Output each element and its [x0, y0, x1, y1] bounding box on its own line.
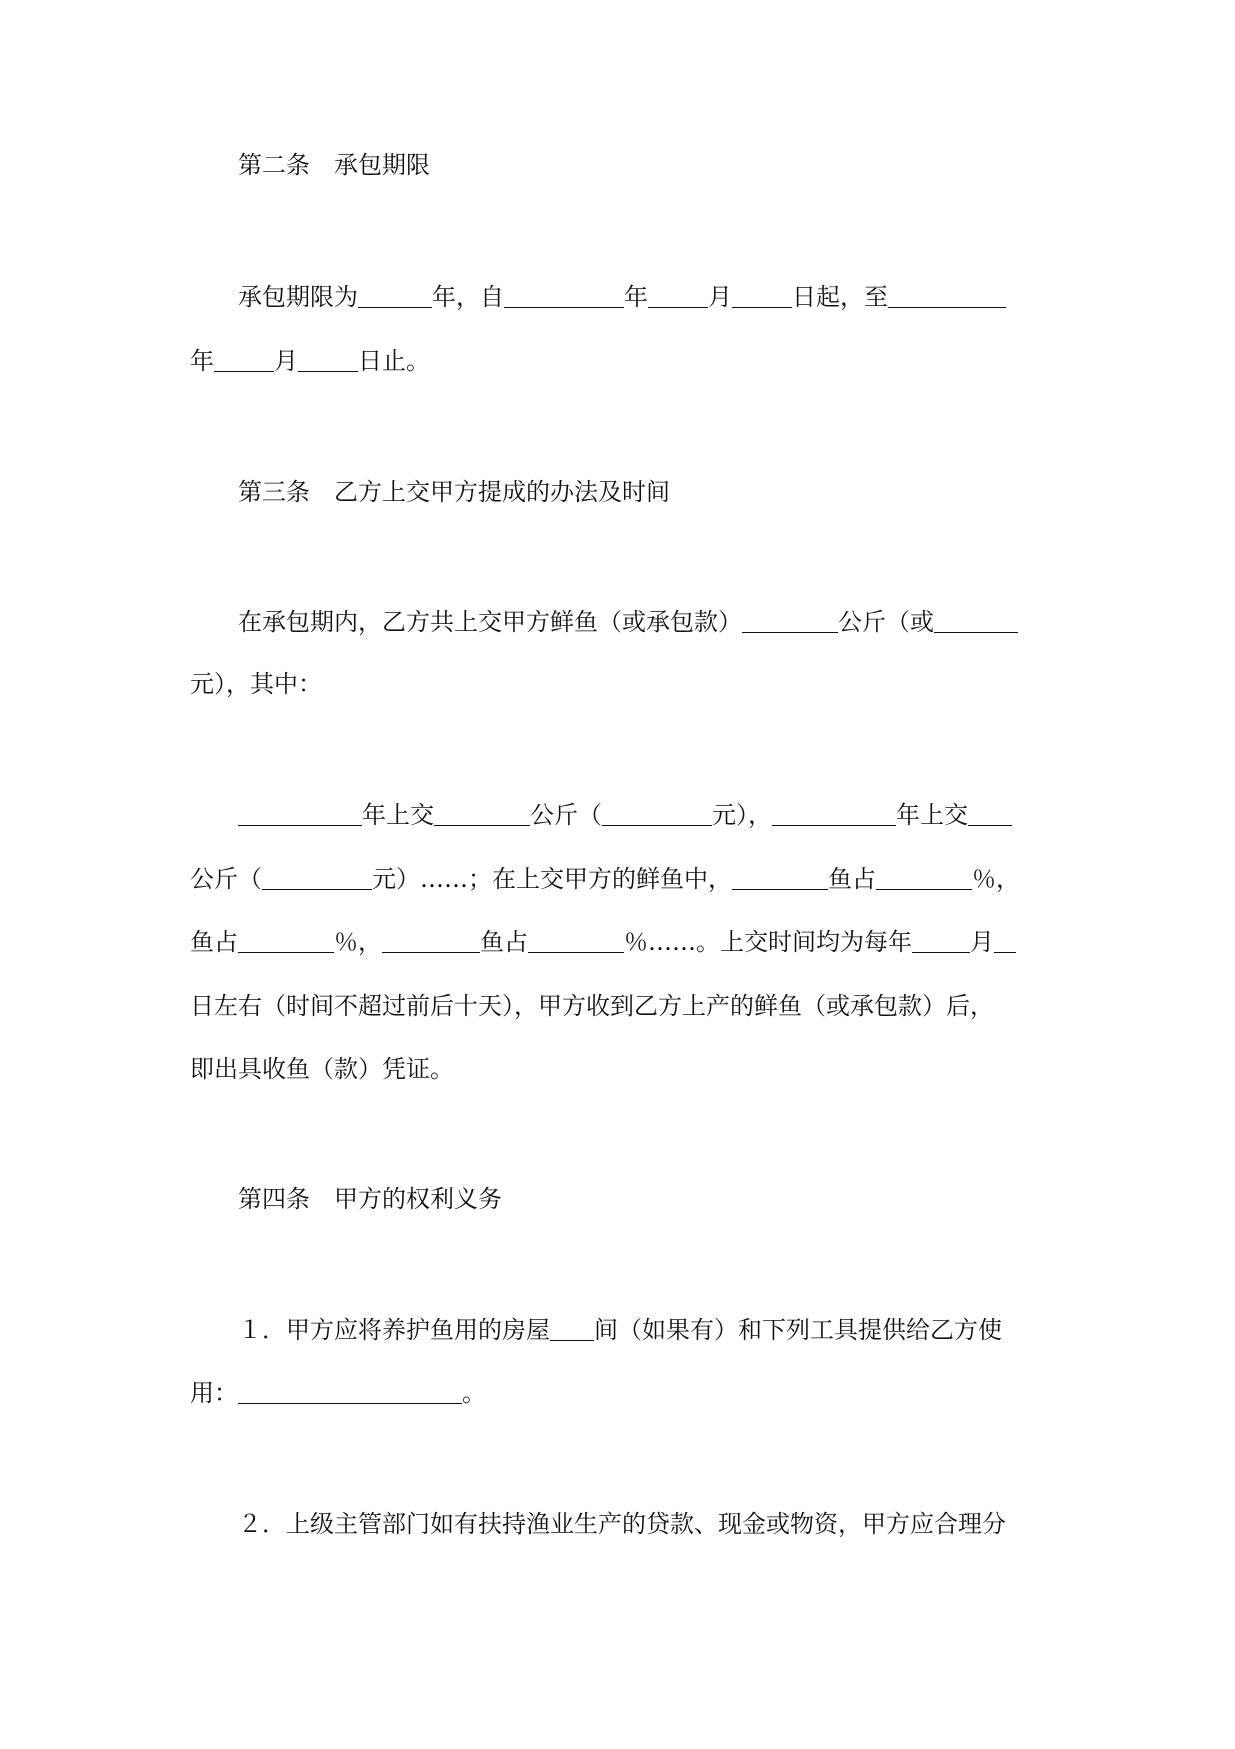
blank-rooms[interactable]	[550, 1318, 594, 1341]
text: 年，自	[432, 283, 504, 311]
text: 年上交	[896, 801, 968, 829]
blank-yuan-1[interactable]	[602, 803, 712, 826]
text: 鱼占	[190, 928, 238, 956]
text: ％，	[334, 928, 382, 956]
article-2-line-2	[190, 346, 430, 376]
blank-end-month[interactable]	[214, 349, 274, 372]
blank-end-day[interactable]	[298, 349, 358, 372]
text: 月	[970, 928, 994, 956]
article-4-item-1-line-1	[238, 1315, 1002, 1345]
blank-fish-type-3[interactable]	[382, 930, 480, 953]
text: 公斤（或	[838, 608, 934, 636]
blank-percent-3[interactable]	[528, 930, 624, 953]
blank-start-day[interactable]	[732, 285, 792, 308]
text: 公斤（	[190, 865, 262, 893]
article-3-para-2-line-5: 即出具收鱼（款）凭证。	[190, 1055, 454, 1083]
blank-percent-1[interactable]	[876, 867, 972, 890]
text: １．甲方应将养护鱼用的房屋	[238, 1316, 550, 1344]
blank-fish-total[interactable]	[742, 610, 838, 633]
article-3-para-2-line-3	[190, 927, 1016, 957]
text: 元）……；在上交甲方的鲜鱼中，	[372, 865, 732, 893]
text: 年上交	[362, 801, 434, 829]
text: ％……。上交时间均为每年	[624, 928, 912, 956]
blank-month[interactable]	[912, 930, 970, 953]
text: 月	[274, 347, 298, 375]
blank-percent-2[interactable]	[238, 930, 334, 953]
article-3-para-2-line-1	[238, 800, 1012, 830]
text: 用：	[190, 1379, 238, 1407]
text: 元），	[712, 801, 772, 829]
text: ％，	[972, 865, 1020, 893]
text: 。	[462, 1379, 486, 1407]
blank-day[interactable]	[994, 930, 1016, 953]
blank-fish-type-1[interactable]	[732, 867, 828, 890]
blank-years[interactable]	[358, 285, 432, 308]
article-4-item-1-line-2	[190, 1378, 486, 1408]
text: 日止。	[358, 347, 430, 375]
article-2-heading: 第二条 承包期限	[238, 151, 430, 179]
text: 月	[708, 283, 732, 311]
article-4-heading: 第四条 甲方的权利义务	[238, 1185, 502, 1213]
text: 间（如果有）和下列工具提供给乙方使	[594, 1316, 1002, 1344]
text: 日起，至	[792, 283, 888, 311]
blank-start-year[interactable]	[504, 285, 624, 308]
blank-kg-1[interactable]	[434, 803, 530, 826]
text: 年	[624, 283, 648, 311]
article-4-item-2-line-1: ２．上级主管部门如有扶持渔业生产的贷款、现金或物资，甲方应合理分	[238, 1510, 1006, 1538]
article-3-heading: 第三条 乙方上交甲方提成的办法及时间	[238, 478, 670, 506]
text: 年	[190, 347, 214, 375]
text: 承包期限为	[238, 283, 358, 311]
article-2-line-1	[238, 282, 1006, 312]
blank-money-total[interactable]	[934, 610, 1018, 633]
blank-year-1[interactable]	[238, 803, 362, 826]
article-3-para-1-line-2: 元），其中：	[190, 670, 322, 698]
text: 在承包期内，乙方共上交甲方鲜鱼（或承包款）	[238, 608, 742, 636]
blank-start-month[interactable]	[648, 285, 708, 308]
article-3-para-2-line-4: 日左右（时间不超过前后十天），甲方收到乙方上产的鲜鱼（或承包款）后，	[190, 992, 994, 1020]
blank-kg-2[interactable]	[968, 803, 1012, 826]
article-3-para-2-line-2	[190, 864, 1020, 894]
text: 公斤（	[530, 801, 602, 829]
text: 鱼占	[828, 865, 876, 893]
blank-yuan-2[interactable]	[262, 867, 372, 890]
blank-year-2[interactable]	[772, 803, 896, 826]
blank-end-year[interactable]	[888, 285, 1006, 308]
blank-tools[interactable]	[238, 1381, 462, 1404]
article-3-para-1-line-1	[238, 607, 1018, 637]
text: 鱼占	[480, 928, 528, 956]
